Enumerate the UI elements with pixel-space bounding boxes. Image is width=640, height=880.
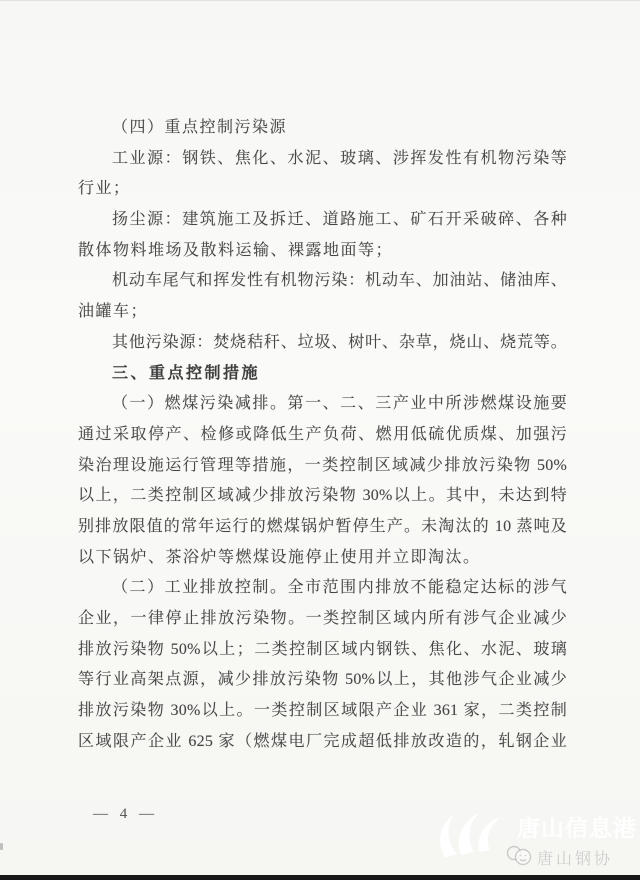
document-body (78, 113, 567, 757)
doc-line: 排放污染物 50%以上；二类控制区域内钢铁、焦化、水泥、玻璃 (78, 640, 567, 658)
scan-artifact-speck (0, 843, 3, 850)
doc-line: 扬尘源：建筑施工及拆迁、道路施工、矿石开采破碎、各种 (112, 211, 567, 229)
watermark (435, 808, 640, 874)
doc-line: 其他污染源：焚烧秸秆、垃圾、树叶、杂草，烧山、烧荒等。 (112, 333, 567, 351)
watermark-account-name: 唐山钢协 (536, 851, 613, 868)
doc-line: 工业源：钢铁、焦化、水泥、玻璃、涉挥发性有机物污染等 (112, 149, 567, 167)
tangshan-info-port-logo-icon (435, 810, 503, 865)
doc-line: 以下锅炉、茶浴炉等燃煤设施停止使用并立即淘汰。 (78, 548, 481, 566)
doc-line: 企业，一律停止排放污染物。一类控制区域内所有涉气企业减少 (78, 610, 567, 627)
doc-line: 区域限产企业 625 家（燃煤电厂完成超低排放改造的，轧钢企业 (78, 732, 567, 750)
line-section4-heading: （四）重点控制污染源 (112, 119, 288, 136)
wechat-smiley-icon (506, 844, 532, 871)
scan-edge-line (0, 0, 640, 1)
doc-line: 排放污染物 30%以上。一类控制区域限产企业 361 家，二类控制 (78, 702, 567, 720)
doc-line: 染治理设施运行管理等措施，一类控制区域减少排放污染物 50% (78, 456, 567, 474)
watermark-site-name: 唐山信息港 (517, 815, 637, 841)
doc-line: 散体物料堆场及散料运输、裸露地面等； (78, 241, 394, 259)
watermark-subline (506, 844, 613, 871)
doc-line: 别排放限值的常年运行的燃煤锅炉暂停生产。未淘汰的 10 蒸吨及 (78, 517, 567, 535)
doc-line: 行业； (78, 180, 131, 198)
page-number: — 4 — (93, 806, 158, 822)
doc-line: 通过采取停产、检修或降低生产负荷、燃用低硫优质煤、加强污 (78, 425, 567, 443)
doc-line: 以上，二类控制区域减少排放污染物 30%以上。其中，未达到特 (78, 487, 567, 505)
scan-bottom-edge (0, 875, 640, 880)
doc-line: 机动车尾气和挥发性有机物污染：机动车、加油站、储油库、 (112, 272, 567, 290)
doc-line: （一）燃煤污染减排。第一、二、三产业中所涉燃煤设施要 (112, 395, 567, 413)
doc-line: （二）工业排放控制。全市范围内排放不能稳定达标的涉气 (112, 579, 567, 597)
line-section3-heading: 三、重点控制措施 (112, 364, 261, 382)
doc-line: 油罐车； (78, 303, 149, 321)
doc-line: 等行业高架点源，减少排放污染物 50%以上，其他涉气企业减少 (78, 671, 567, 689)
